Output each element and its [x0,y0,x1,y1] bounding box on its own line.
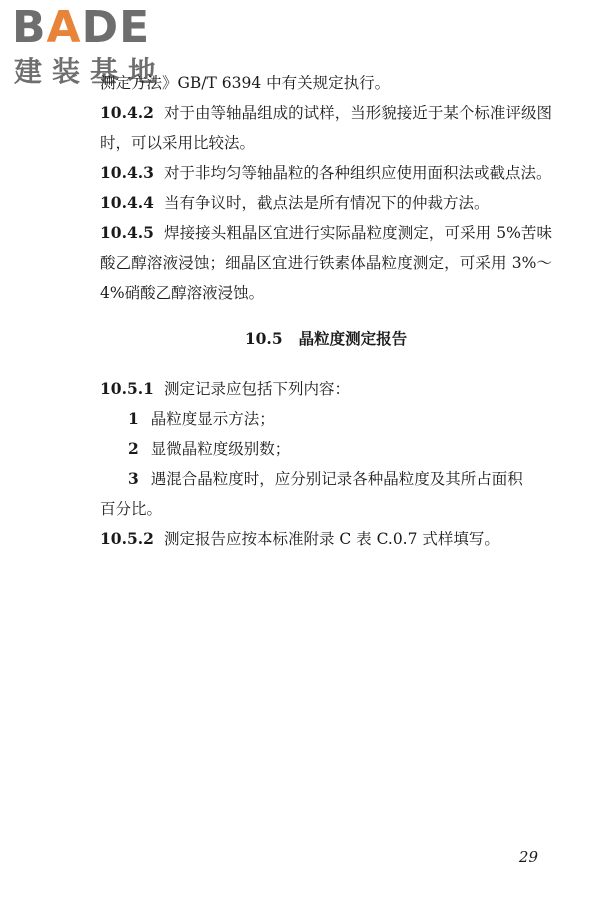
list-item-text: 显微晶粒度级别数； [150,440,291,458]
paragraph-text: 测定方法》GB/T 6394 中有关规定执行。 [100,74,391,92]
clause-text: 对于非均匀等轴晶粒的各种组织应使用面积法或截点法。 [163,164,552,182]
clause-10-5-1 [100,374,552,404]
clause-number: 10.4.4 [100,193,154,212]
clause-10-4-5 [100,218,552,308]
paragraph-continuation [100,68,552,98]
clause-number: 10.5.2 [100,529,154,548]
list-item-continuation: 百分比。 [100,500,163,518]
clause-number: 10.4.2 [100,103,154,122]
clause-text: 测定报告应按本标准附录 C 表 C.0.7 式样填写。 [163,530,500,548]
clause-10-4-2 [100,98,552,158]
list-item-number: 1 [128,409,139,428]
clause-10-5-2 [100,524,552,554]
list-item-number: 3 [128,469,139,488]
list-item-number: 2 [128,439,139,458]
document-body [100,68,552,554]
clause-text: 测定记录应包括下列内容： [163,380,350,398]
clause-text: 当有争议时，截点法是所有情况下的仲裁方法。 [163,194,490,212]
logo-subtitle: 建装基地 [14,55,167,88]
clause-10-4-4 [100,188,552,218]
clause-text: 焊接接头粗晶区宜进行实际晶粒度测定，可采用 5%苦味酸乙醇溶液浸蚀；细晶区宜进行铁素体晶粒度测定，可采用 3%～ 4%硝酸乙醇溶液浸蚀。 [100,224,552,302]
logo-letters-de: DE [81,2,151,53]
page-number: 29 [518,848,538,866]
section-number: 10.5 [244,329,283,348]
list-item [100,404,552,434]
logo-wordmark [12,2,151,53]
clause-number: 10.4.5 [100,223,154,242]
list-item [100,434,552,464]
clause-text: 对于由等轴晶组成的试样，当形貌接近于某个标准评级图时，可以采用比较法。 [100,104,552,152]
clause-10-4-3 [100,158,552,188]
list-item-text: 晶粒度显示方法； [150,410,275,428]
logo-letter-a: A [46,2,82,53]
clause-number: 10.5.1 [100,379,154,398]
list-item-text: 遇混合晶粒度时，应分别记录各种晶粒度及其所占面积 [150,470,523,488]
clause-number: 10.4.3 [100,163,154,182]
logo-letter-b: B [12,2,47,53]
section-heading [100,324,552,354]
list-item [100,464,552,494]
section-title: 晶粒度测定报告 [298,329,408,348]
